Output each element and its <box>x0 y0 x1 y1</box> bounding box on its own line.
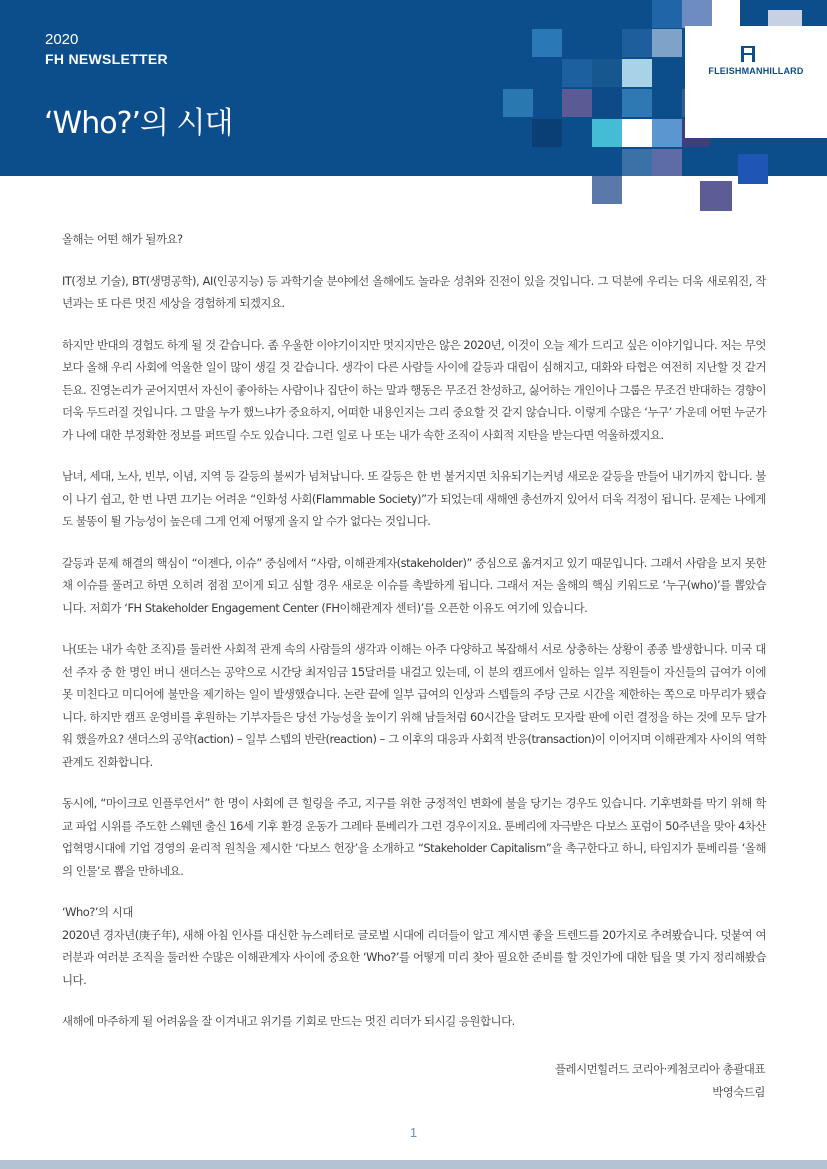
paragraph: 나(또는 내가 속한 조직)를 둘러싼 사회적 관계 속의 사람들의 생각과 이해는 아주 다양하고 복잡해서 서로 상충하는 상황이 종종 발생합니다. 미국 대선 주자 중 한 명인 버니 샌더스는 공약으로 시간당 최저임금 15달러를 내걸고 있는데, 이 분의 캠프에서 일하는 일부 직원들이 자신들의 급여가 이에 못 미친다고 미디어에 불만을 제기하는 일이 발생했습니다. 논란 끝에 일부 급여의 인상과 스텝들의 주당 근로 시간을 제한하는 쪽으로 마무리가 됐습니다. 하지만 캠프 운영비를 후원하는 기부자들은 당선 가능성을 높이기 위해 남들처럼 60시간을 달려도 모자랄 판에 이런 결정을 하는 것에 모두 달가워 했을까요? 샌더스의 공약(action) – 일부 스텝의 반란(reaction) – 그 이후의 대응과 사회적 반응(transaction)이 이어지며 이해관계자 사이의 역학관계도 진화합니다. <box>62 642 766 769</box>
mosaic-square <box>562 89 592 117</box>
letter-body <box>62 228 766 1052</box>
mosaic-square <box>622 149 652 176</box>
mosaic-square <box>532 119 562 147</box>
mosaic-square <box>622 29 652 57</box>
logo-box <box>685 26 827 138</box>
paragraph: 새해에 마주하게 될 어려움을 잘 이겨내고 위기를 기회로 만드는 멋진 리더가 되시길 응원합니다. <box>62 1014 515 1028</box>
mosaic-square <box>652 149 682 176</box>
section-paragraph <box>62 901 766 991</box>
page-number: 1 <box>409 1125 418 1140</box>
mosaic-square <box>503 89 533 117</box>
paragraph: 남녀, 세대, 노사, 빈부, 이념, 지역 등 갈등의 불씨가 넘쳐납니다. 또 갈등은 한 번 불거지면 치유되기는커녕 새로운 갈등을 만들어 내기까지 합니다. 불이 나기 쉽고, 한 번 나면 끄기는 어려운 “인화성 사회(Flammable Society)”가 되었는데 새해엔 총선까지 있어서 더욱 걱정이 됩니다. 문제는 나에게도 불똥이 튈 가능성이 높은데 그게 언제 어떻게 올지 알 수가 없다는 것입니다. <box>62 469 766 528</box>
mosaic-square <box>700 181 732 211</box>
mosaic-square <box>652 0 682 28</box>
mosaic-square <box>682 0 712 28</box>
section-text: 2020년 경자년(庚子年), 새해 아침 인사를 대신한 뉴스레터로 글로벌 시대에 리더들이 알고 계시면 좋을 트렌드를 20가지로 추려봤습니다. 덧붙여 여러분과 여러분 조직을 둘러싼 수많은 이해관계자 사이에 중요한 ‘Who?’를 어떻게 미리 찾아 필요한 준비를 할 것인가에 대한 팁을 몇 가지 정리해봤습니다. <box>62 927 766 987</box>
mosaic-square <box>652 119 682 147</box>
paragraph: 갈등과 문제 해결의 핵심이 “이젠다, 이슈” 중심에서 “사람, 이해관계자(stakeholder)” 중심으로 옮겨지고 있기 때문입니다. 그래서 사람을 보지 못한 채 이슈를 풀려고 하면 오히려 점점 꼬이게 되고 심할 경우 새로운 이슈를 촉발하게 됩니다. 그래서 저는 올해의 핵심 키워드로 ‘누구(who)’를 뽑았습니다. 저희가 ‘FH Stakeholder Engagement Center (FH이해관계자 센터)’를 오픈한 이유도 여기에 있습니다. <box>62 555 766 615</box>
fleishmanhillard-logo-icon <box>741 46 755 65</box>
paragraph: 동시에, “마이크로 인플루언서” 한 명이 사회에 큰 힐링을 주고, 지구를 위한 긍정적인 변화에 불을 당기는 경우도 있습니다. 기후변화를 막기 위해 학교 파업 시위를 주도한 스웨덴 출신 16세 기후 환경 운동가 그레타 툰베리가 그런 경우이지요. 툰베리에 자극받은 다보스 포럼이 50주년을 맞아 4차산업혁명시대에 기업 경영의 윤리적 원칙을 제시한 ‘다보스 헌장’을 소개하고 “Stakeholder Capitalism”을 촉구한다고 하니, 타임지가 툰베리를 ‘올해의 인물’로 뽑을 만하네요. <box>62 796 766 878</box>
mosaic-square <box>592 59 622 87</box>
newsletter-label: FH NEWSLETTER <box>45 51 168 67</box>
mosaic-square <box>622 59 652 87</box>
mosaic-square <box>532 29 562 57</box>
footer-bar <box>0 1160 827 1169</box>
mosaic-square <box>622 119 652 147</box>
signature-block <box>555 1058 765 1103</box>
mosaic-square <box>592 119 622 147</box>
mosaic-square <box>592 176 622 204</box>
mosaic-square <box>592 89 622 117</box>
newsletter-year: 2020 <box>45 31 79 48</box>
section-heading: ‘Who?’의 시대 <box>62 905 133 919</box>
mosaic-square <box>652 29 682 57</box>
paragraph: 하지만 반대의 경험도 하게 될 것 같습니다. 좀 우울한 이야기이지만 멋지지만은 않은 2020년, 이것이 오늘 제가 드리고 싶은 이야기입니다. 저는 무엇보다 올해 우리 사회에 억울한 일이 많이 생길 것 같습니다. 생각이 다른 사람들 사이에 갈등과 대립이 심해지고, 대화와 타협은 여전히 지난할 것 같거든요. 진영논리가 굳어지면서 자신이 좋아하는 사람이나 집단이 하는 말과 행동은 무조건 찬성하고, 싫어하는 개인이나 그룹은 무조건 반대하는 경향이 더욱 두드러질 것입니다. 그 말을 누가 했느냐가 중요하지, 어떠한 내용인지는 그리 중요할 것 같지 않습니다. 이렇게 수많은 ‘누구’ 가운데 어떤 누군가가 나에 대한 부정확한 정보를 퍼뜨릴 수도 있습니다. 그런 일로 나 또는 내가 속한 조직이 사회적 지탄을 받는다면 억울하겠지요. <box>62 337 767 442</box>
paragraph: 올해는 어떤 해가 될까요? <box>62 232 183 246</box>
signature-org: 플레시먼힐러드 코리아·케첨코리아 총괄대표 <box>554 1062 765 1076</box>
paragraph: IT(정보 기술), BT(생명공학), AI(인공지능) 등 과학기술 분야에선 올해에도 놀라운 성취와 진전이 있을 것입니다. 그 덕분에 우리는 더욱 새로워진, 작년과는 또 다른 멋진 세상을 경험하게 되겠지요. <box>62 273 766 310</box>
mosaic-square <box>562 59 592 87</box>
page-title: ‘Who?’의 시대 <box>44 106 233 141</box>
mosaic-square <box>738 154 768 184</box>
mosaic-square <box>712 0 740 28</box>
mosaic-square <box>622 89 652 117</box>
signature-name: 박영숙드림 <box>712 1084 765 1099</box>
logo-name: FLEISHMANHILLARD <box>708 66 804 76</box>
